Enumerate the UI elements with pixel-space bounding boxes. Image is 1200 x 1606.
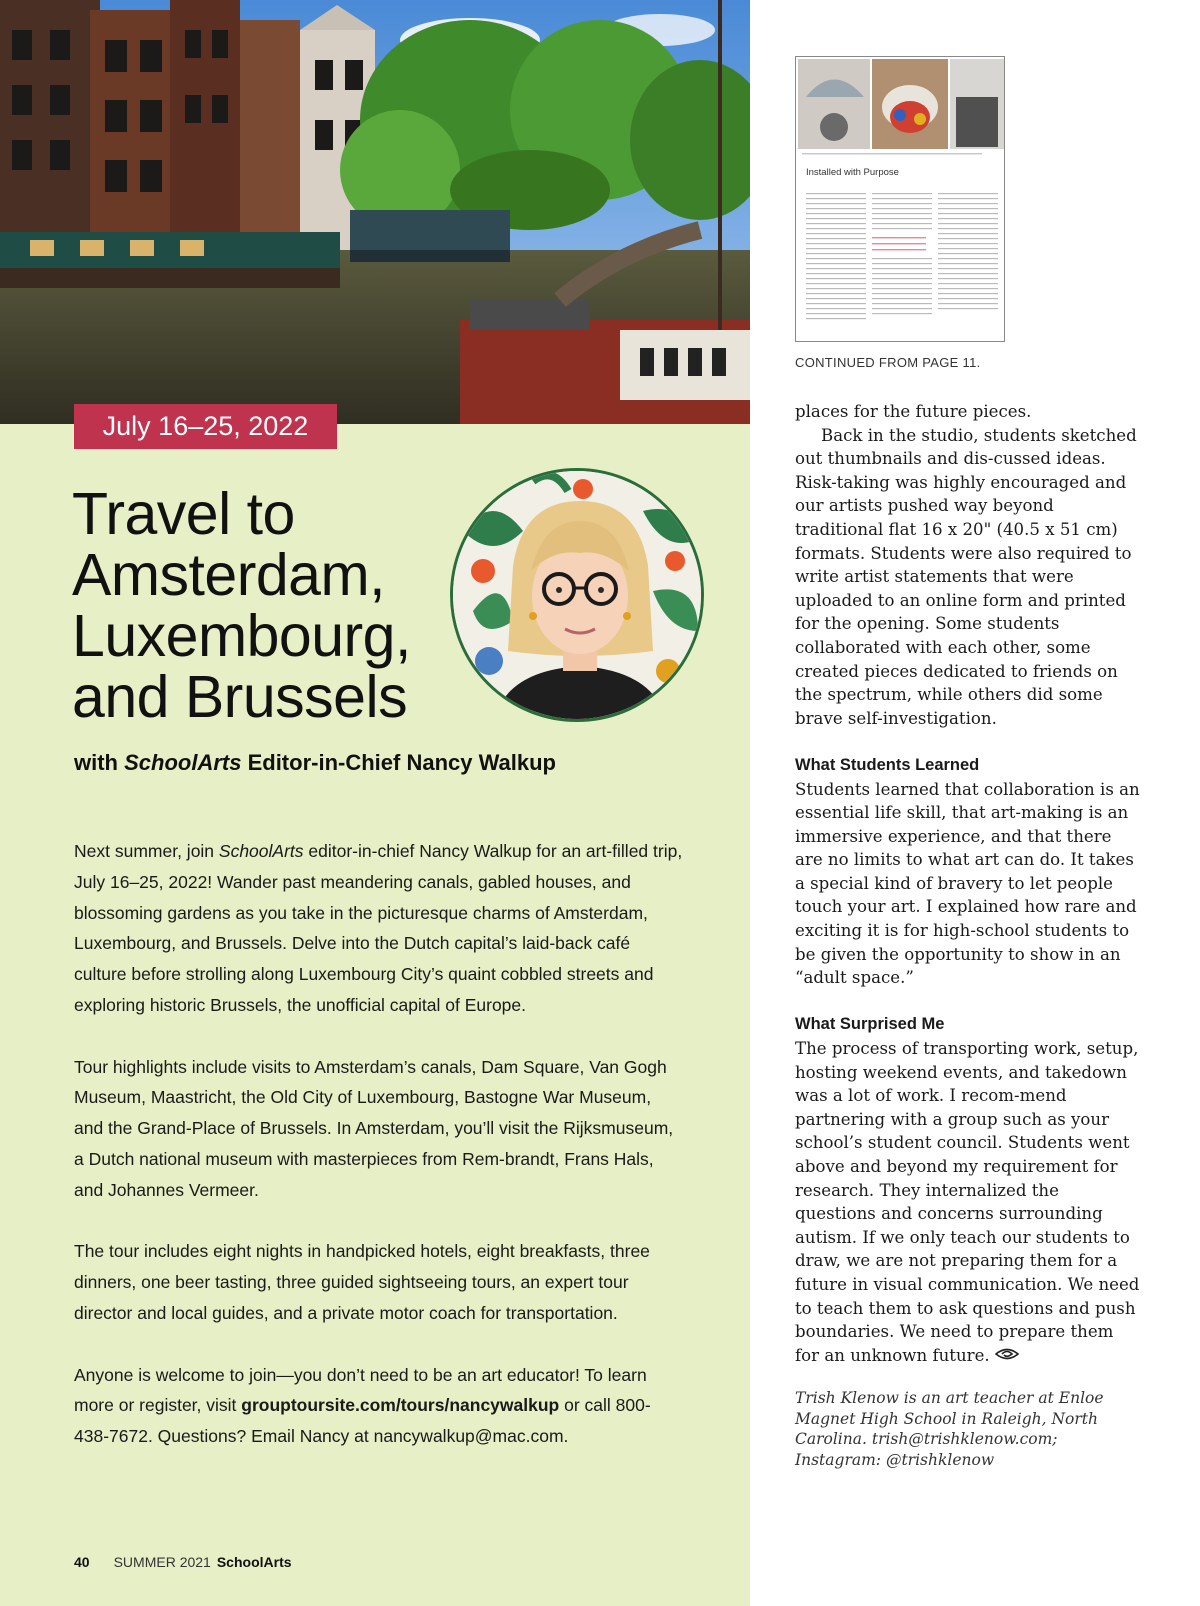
page-number: 40 bbox=[74, 1554, 90, 1570]
title-line: Luxembourg, bbox=[72, 603, 411, 669]
section-heading: What Students Learned bbox=[795, 755, 980, 774]
amsterdam-canal-photo bbox=[0, 0, 750, 424]
paragraph: places for the future pieces. bbox=[795, 402, 1032, 421]
editor-portrait-illustration bbox=[450, 468, 704, 722]
text: or call 800-438-7672. Questions? Email Nancy at nancywalkup@mac.com. bbox=[74, 1395, 651, 1447]
magazine-title: SchoolArts bbox=[216, 1554, 292, 1570]
tour-link[interactable]: grouptoursite.com/tours/nancywalkup bbox=[241, 1395, 560, 1416]
article-page-thumbnail bbox=[795, 56, 1005, 342]
thumbnail-title: Installed with Purpose bbox=[806, 167, 899, 178]
issue-date: SUMMER 2021 bbox=[113, 1554, 211, 1570]
page-title bbox=[72, 481, 452, 730]
subtitle bbox=[74, 750, 556, 776]
subtitle-suffix: Editor-in-Chief Nancy Walkup bbox=[241, 750, 556, 775]
text: Anyone is welcome to join—you don’t need to be an art educator! To learn more or register, visit bbox=[74, 1364, 647, 1416]
article-continuation bbox=[795, 400, 1140, 1470]
text: editor-in-chief Nancy Walkup for an art-filled trip, July 16–25, 2022! Wander past meandering canals, gabled houses, and blossoming gardens as you take in the picturesque charms of Amsterdam, Luxembourg, and Brussels. Delve into the Dutch capital’s laid-back café culture before strolling along Luxembourg City’s quaint cobbled streets and exploring historic Brussels, the unofficial capital of Europe. bbox=[74, 841, 683, 1015]
title-line: Travel to bbox=[72, 481, 295, 547]
title-line: and Brussels bbox=[72, 664, 408, 730]
subtitle-magazine: SchoolArts bbox=[124, 750, 242, 775]
section-heading: What Surprised Me bbox=[795, 1015, 945, 1034]
paragraph: Tour highlights include visits to Amsterdam’s canals, Dam Square, Van Gogh Museum, Maastricht, the Old City of Luxembourg, Bastogne War Museum, and the Grand-Place of Brussels. In Amsterdam, you’ll visit the Rijksmuseum, a Dutch national museum with masterpieces from Rem-brandt, Frans Hals, and Johannes Vermeer. bbox=[74, 1056, 674, 1200]
paragraph bbox=[74, 1360, 684, 1452]
paragraph bbox=[795, 1037, 1140, 1368]
paragraph bbox=[74, 836, 684, 1021]
author-credit: Trish Klenow is an art teacher at Enloe Magnet High School in Raleigh, North Carolina. trish@trishklenow.com; Instagram: @trishklenow bbox=[795, 1389, 1104, 1469]
paragraph: Back in the studio, students sketched out thumbnails and dis-cussed ideas. Risk-taking was highly encouraged and our artists pushed way beyond traditional flat 16 x 20" (40.5 x 51 cm) formats. Students were also required to write artist statements that were uploaded to an online form and printed for the opening. Some students collaborated with each other, some created pieces dedicated to friends on the spectrum, while others did some brave self-investigation. bbox=[795, 425, 1137, 728]
promo-body bbox=[74, 836, 684, 1483]
text: Next summer, join bbox=[74, 841, 219, 861]
paragraph: The tour includes eight nights in handpicked hotels, eight breakfasts, three dinners, one beer tasting, three guided sightseeing tours, an expert tour director and local guides, and a private motor coach for transportation. bbox=[74, 1241, 650, 1323]
page-footer bbox=[74, 1554, 292, 1570]
text: The process of transporting work, setup, hosting weekend events, and takedown was a lot of work. I recom-mend partnering with a group such as your school’s student council. Students went above and beyond my requirement for research. They internalized the questions and concerns surrounding autism. If we only teach our students to draw, we are not preparing them for a future in visual communication. We need to teach them to ask questions and push boundaries. We need to prepare them for an unknown future. bbox=[795, 1039, 1140, 1365]
subtitle-prefix: with bbox=[74, 750, 125, 775]
date-badge: July 16–25, 2022 bbox=[74, 404, 337, 449]
paragraph: Students learned that collaboration is an essential life skill, that art-making is an immersive experience, and that there are no limits to what art can do. It takes a special kind of bravery to let people touch your art. I explained how rare and exciting it is for high-school students to be given the opportunity to show in an “adult space.” bbox=[795, 779, 1140, 988]
title-line: Amsterdam, bbox=[72, 542, 386, 608]
swirl-eye-icon bbox=[994, 1344, 1020, 1368]
continued-note: CONTINUED FROM PAGE 11. bbox=[795, 355, 981, 370]
magazine-name: SchoolArts bbox=[218, 841, 304, 861]
